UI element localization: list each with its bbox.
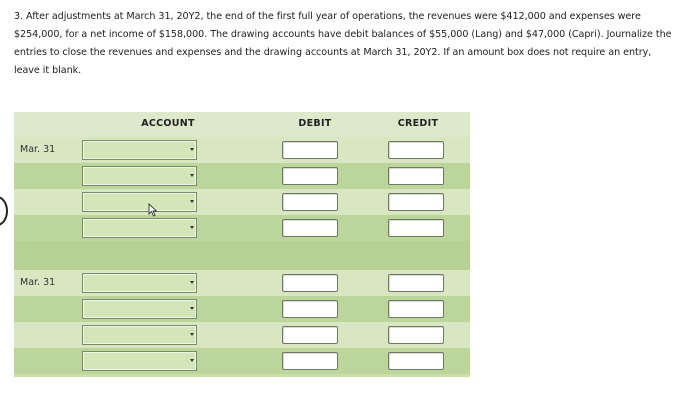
entry-separator xyxy=(14,241,470,270)
credit-amount-input[interactable] xyxy=(388,300,444,318)
debit-amount-input[interactable] xyxy=(282,326,338,344)
question-line-4: leave it blank. xyxy=(14,65,82,76)
account-dropdown[interactable] xyxy=(82,140,197,160)
table-row xyxy=(14,322,470,348)
question-line-3: entries to close the revenues and expenses and the drawing accounts at March 31, 20Y2. If an amount box does not require an entry, xyxy=(14,47,652,58)
table-row xyxy=(14,189,470,215)
debit-amount-input[interactable] xyxy=(282,219,338,237)
chevron-down-icon[interactable] xyxy=(190,174,194,177)
chevron-down-icon[interactable] xyxy=(190,359,194,362)
chevron-down-icon[interactable] xyxy=(190,333,194,336)
chevron-down-icon[interactable] xyxy=(190,281,194,284)
account-column-header: ACCOUNT xyxy=(141,118,195,129)
table-row xyxy=(14,296,470,322)
entry-date: Mar. 31 xyxy=(20,277,56,288)
question-line-2: $254,000, for a net income of $158,000. The drawing accounts have debit balances of $55,000 (Lang) and $47,000 (Capri). Journalize the xyxy=(14,29,672,40)
debit-amount-input[interactable] xyxy=(282,300,338,318)
credit-amount-input[interactable] xyxy=(388,141,444,159)
chevron-down-icon[interactable] xyxy=(190,200,194,203)
left-edge-circle xyxy=(0,196,8,226)
question-line-1: 3. After adjustments at March 31, 20Y2, the end of the first full year of operations, the revenues were $412,000 and expenses were xyxy=(14,11,641,22)
credit-amount-input[interactable] xyxy=(388,219,444,237)
account-dropdown[interactable] xyxy=(82,273,197,293)
account-dropdown[interactable] xyxy=(82,325,197,345)
table-row xyxy=(14,137,470,163)
account-dropdown[interactable] xyxy=(82,351,197,371)
chevron-down-icon[interactable] xyxy=(190,226,194,229)
debit-amount-input[interactable] xyxy=(282,274,338,292)
credit-amount-input[interactable] xyxy=(388,193,444,211)
debit-amount-input[interactable] xyxy=(282,167,338,185)
credit-amount-input[interactable] xyxy=(388,352,444,370)
question-text xyxy=(14,8,700,80)
chevron-down-icon[interactable] xyxy=(190,148,194,151)
account-dropdown[interactable] xyxy=(82,192,197,212)
debit-amount-input[interactable] xyxy=(282,352,338,370)
mouse-pointer-icon xyxy=(148,203,158,217)
table-row xyxy=(14,163,470,189)
account-dropdown[interactable] xyxy=(82,166,197,186)
journal-entry-table xyxy=(14,112,470,377)
entry-date: Mar. 31 xyxy=(20,144,56,155)
credit-amount-input[interactable] xyxy=(388,274,444,292)
table-header xyxy=(14,112,470,137)
account-dropdown[interactable] xyxy=(82,299,197,319)
account-dropdown[interactable] xyxy=(82,218,197,238)
debit-column-header: DEBIT xyxy=(298,118,332,129)
credit-column-header: CREDIT xyxy=(397,118,439,129)
credit-amount-input[interactable] xyxy=(388,167,444,185)
table-row xyxy=(14,270,470,296)
table-row xyxy=(14,215,470,241)
credit-amount-input[interactable] xyxy=(388,326,444,344)
table-row xyxy=(14,348,470,374)
debit-amount-input[interactable] xyxy=(282,141,338,159)
debit-amount-input[interactable] xyxy=(282,193,338,211)
chevron-down-icon[interactable] xyxy=(190,307,194,310)
